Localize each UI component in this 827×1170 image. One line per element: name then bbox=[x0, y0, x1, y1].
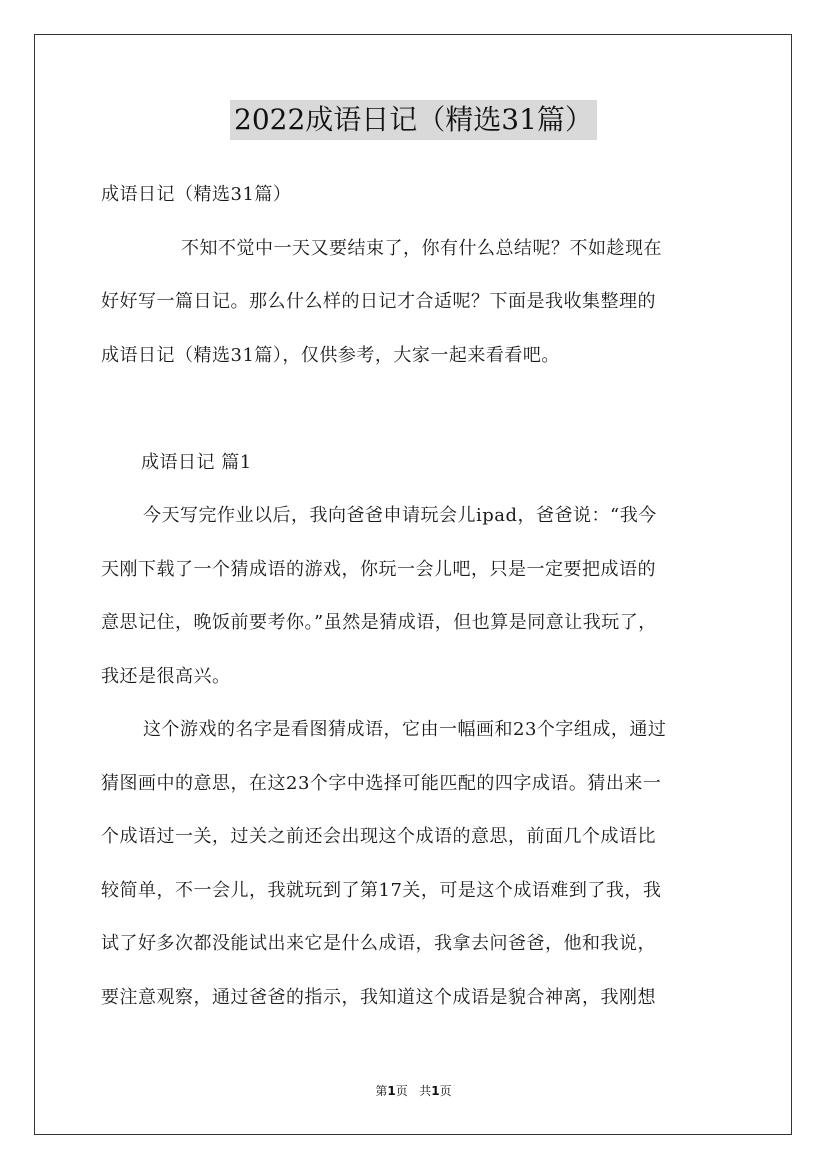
paragraph-line: 天刚下载了一个猜成语的游戏，你玩一会儿吧，只是一定要把成语的 bbox=[101, 558, 656, 580]
document-body bbox=[101, 168, 729, 1024]
blank-line bbox=[101, 382, 729, 436]
title-area bbox=[0, 100, 827, 140]
intro-line: 不知不觉中一天又要结束了，你有什么总结呢？不如趁现在 bbox=[181, 237, 662, 259]
paragraph-line: 较简单，不一会儿，我就玩到了第17关，可是这个成语难到了我，我 bbox=[101, 879, 662, 901]
section-heading: 成语日记 篇1 bbox=[141, 451, 252, 473]
paragraph-line: 这个游戏的名字是看图猜成语，它由一幅画和23个字组成，通过 bbox=[143, 719, 667, 740]
paragraph-line: 试了好多次都没能试出来它是什么成语，我拿去问爸爸，他和我说， bbox=[101, 933, 656, 954]
document-subtitle: 成语日记（精选31篇） bbox=[101, 184, 292, 205]
paragraph-line: 要注意观察，通过爸爸的指示，我知道这个成语是貌合神离，我刚想 bbox=[101, 986, 656, 1008]
paragraph-line: 猜图画中的意思，在这23个字中选择可能匹配的四字成语。猜出来一 bbox=[101, 772, 662, 794]
total-label-prefix: 共 bbox=[419, 1084, 432, 1098]
intro-line: 好好写一篇日记。那么什么样的日记才合适呢？下面是我收集整理的 bbox=[101, 291, 656, 312]
document-title: 2022成语日记（精选31篇） bbox=[230, 100, 597, 140]
page-number: 1 bbox=[387, 1084, 396, 1098]
total-pages: 1 bbox=[431, 1084, 440, 1098]
paragraph-line: 意思记住，晚饭前要考你。”虽然是猜成语，但也算是同意让我玩了， bbox=[101, 612, 657, 633]
page-footer bbox=[0, 1082, 827, 1099]
paragraph-line: 今天写完作业以后，我向爸爸申请玩会儿ipad，爸爸说：“我今 bbox=[143, 505, 657, 526]
paragraph-line: 我还是很高兴。 bbox=[101, 665, 231, 687]
page-label-suffix: 页 bbox=[395, 1084, 408, 1098]
paragraph-line: 个成语过一关，过关之前还会出现这个成语的意思，前面几个成语比 bbox=[101, 826, 656, 847]
intro-line: 成语日记（精选31篇），仅供参考，大家一起来看看吧。 bbox=[101, 344, 560, 366]
total-label-suffix: 页 bbox=[439, 1084, 452, 1098]
page-label-prefix: 第 bbox=[375, 1084, 388, 1098]
